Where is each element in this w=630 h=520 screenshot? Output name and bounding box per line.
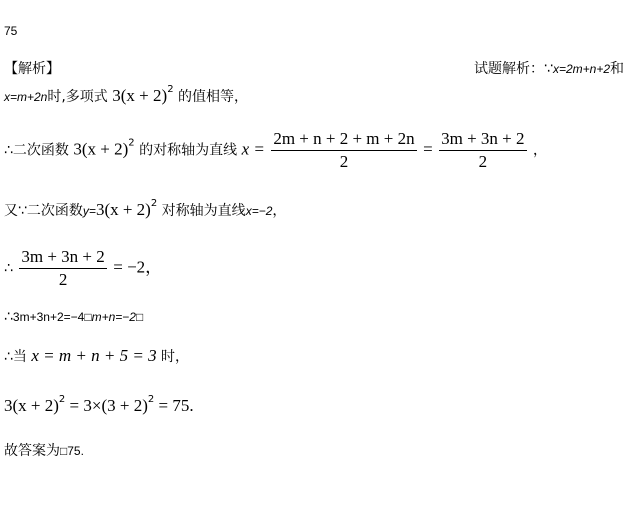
also-text: 又 bbox=[4, 203, 18, 219]
line-2 bbox=[4, 84, 248, 106]
therefore-symbol: ∴ bbox=[4, 349, 13, 365]
condition-1: x=2m+n+2 bbox=[552, 62, 610, 76]
line-8 bbox=[4, 394, 194, 416]
quadratic-text: 二次函数 bbox=[26, 203, 83, 219]
polynomial: 3(x + 2) bbox=[95, 200, 151, 219]
therefore-symbol: ∴ bbox=[4, 260, 13, 277]
expression: x = m + n + 5 = 3 bbox=[31, 346, 157, 365]
result: = 75. bbox=[154, 396, 194, 415]
because-symbol: ∵ bbox=[544, 61, 553, 77]
placeholder-box: □ bbox=[135, 310, 144, 324]
equals-sign: = bbox=[423, 139, 433, 159]
numerator: 2m + n + 2 + m + 2n bbox=[271, 130, 416, 151]
exponent: 2 bbox=[167, 84, 174, 95]
equation-2: m+n=−2 bbox=[91, 310, 136, 324]
equation-1: 3m+3n+2=−4 bbox=[12, 310, 85, 324]
function-y: y= bbox=[82, 204, 96, 218]
line-3 bbox=[4, 130, 547, 171]
equation-rhs: = −2， bbox=[113, 257, 163, 277]
line-9 bbox=[4, 440, 84, 460]
axis-value: x=−2 bbox=[245, 204, 273, 218]
numerator: 3m + 3n + 2 bbox=[19, 248, 106, 269]
therefore-symbol: ∴ bbox=[4, 309, 13, 325]
axis-text: 的对称轴为直线 bbox=[134, 142, 238, 159]
exponent: 2 bbox=[150, 198, 158, 209]
answer-value: 75 bbox=[4, 24, 18, 38]
then-text: 时， bbox=[156, 349, 190, 365]
line-7 bbox=[4, 346, 189, 366]
polynomial: 3(x + 2) bbox=[4, 396, 59, 415]
denominator: 2 bbox=[58, 270, 68, 289]
polynomial: 3(x + 2) bbox=[73, 139, 129, 159]
answer-text: 故答案为 bbox=[4, 443, 60, 459]
placeholder-box: □ bbox=[60, 444, 68, 458]
placeholder-box: □ bbox=[84, 310, 92, 324]
and-text: 和 bbox=[610, 61, 624, 77]
denominator: 2 bbox=[478, 152, 488, 171]
therefore-symbol: ∴ bbox=[4, 142, 13, 159]
solution-header bbox=[474, 58, 624, 78]
exponent: 2 bbox=[128, 137, 135, 149]
polynomial: 3(x + 2) bbox=[112, 86, 168, 105]
condition-2: x=m+2n bbox=[4, 90, 48, 104]
equal-value-text: 的值相等， bbox=[173, 89, 249, 105]
analysis-label: 【解析】 bbox=[4, 61, 60, 77]
exponent: 2 bbox=[58, 394, 66, 405]
denominator: 2 bbox=[339, 152, 349, 171]
comma: ， bbox=[532, 142, 547, 159]
line-6 bbox=[4, 309, 143, 325]
comma: ， bbox=[272, 203, 287, 219]
line-4 bbox=[4, 198, 286, 220]
when-text: 时,多项式 bbox=[47, 89, 108, 105]
fraction-2 bbox=[439, 130, 526, 171]
substitution: = 3×(3 + 2) bbox=[65, 396, 148, 415]
numerator: 3m + 3n + 2 bbox=[439, 130, 526, 151]
axis-text: 对称轴为直线 bbox=[157, 203, 246, 219]
when-text: 当 bbox=[12, 349, 27, 365]
final-answer: 75. bbox=[67, 444, 84, 458]
fraction-1 bbox=[271, 130, 416, 171]
fraction bbox=[19, 248, 106, 289]
line-5 bbox=[4, 248, 162, 289]
because-symbol: ∵ bbox=[18, 203, 27, 219]
solution-label: 试题解析： bbox=[474, 61, 545, 77]
quadratic-text: 二次函数 bbox=[12, 142, 69, 159]
x-equals: x = bbox=[241, 139, 265, 159]
exponent: 2 bbox=[147, 394, 155, 405]
